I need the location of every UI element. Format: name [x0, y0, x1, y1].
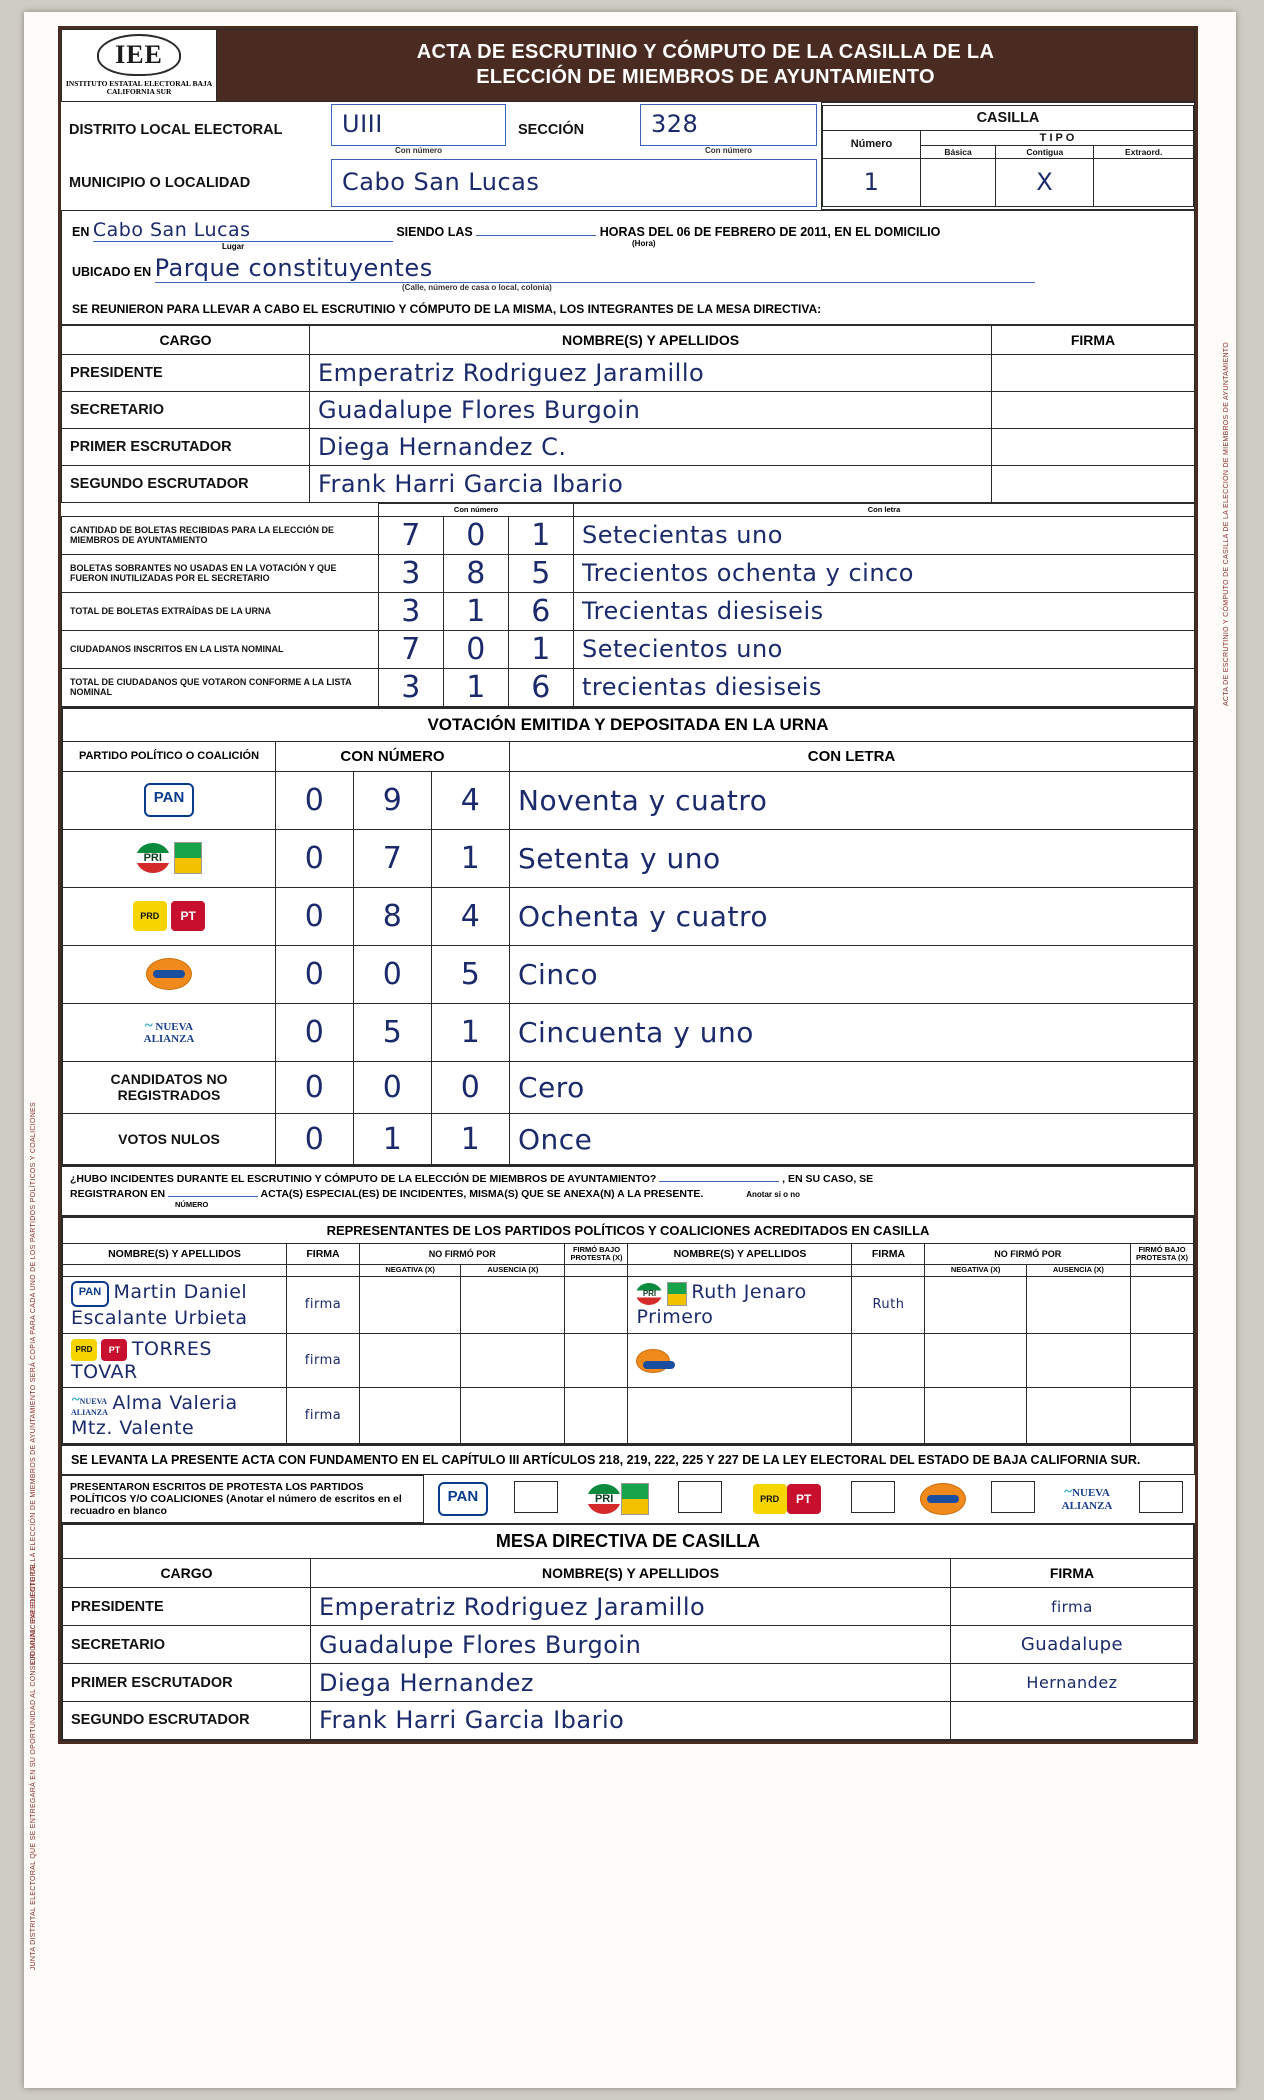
votacion-1-d1[interactable]: 0: [276, 829, 354, 887]
boletas-0-d1[interactable]: 7: [379, 516, 444, 554]
votacion-6-d3[interactable]: 1: [432, 1113, 510, 1165]
document-title-line1: ACTA DE ESCRUTINIO Y CÓMPUTO DE LA CASILLA DE LA: [416, 41, 995, 64]
distrito-label: DISTRITO LOCAL ELECTORAL: [69, 121, 283, 138]
rep-left-negativa-0[interactable]: [360, 1276, 461, 1333]
boletas-0-letra[interactable]: Setecientas uno: [574, 516, 1195, 554]
votacion-0-letra[interactable]: Noventa y cuatro: [510, 771, 1195, 829]
rep-col-nombre-right: NOMBRE(S) Y APELLIDOS: [628, 1244, 852, 1265]
extraord-label: Extraord.: [1094, 145, 1194, 158]
mdt-col-firma: FIRMA: [992, 325, 1195, 354]
representantes-table: [61, 1216, 1195, 1445]
rep-right-protesta-1[interactable]: [1131, 1333, 1195, 1388]
mdb-firma-1[interactable]: Guadalupe: [951, 1626, 1195, 1664]
boletas-3-d1[interactable]: 7: [379, 630, 444, 668]
mesa-directiva-bottom-table: [61, 1523, 1195, 1741]
convergencia-icon: [146, 958, 192, 990]
pri-icon: PRI: [136, 843, 170, 873]
margin-note-left-1: ORIGINAL: EXPEDIENTE DE LA ELECCIÓN DE MIEMBROS DE AYUNTAMIENTO SERÁ COPIA PARA CADA UNO DE LOS PARTIDOS POLÍTICOS Y COALICIONES: [30, 1102, 37, 1665]
protesta-box-nueva-alianza[interactable]: [1139, 1481, 1183, 1513]
hora-note: (Hora): [632, 238, 656, 248]
votacion-3-d1[interactable]: 0: [276, 945, 354, 1003]
mdb-cargo-3: SEGUNDO ESCRUTADOR: [62, 1702, 311, 1740]
rep-col-ausencia-left: AUSENCIA (X): [461, 1265, 565, 1276]
rep-right-row-2[interactable]: [628, 1388, 852, 1444]
domicilio-note: (Calle, número de casa o local, colonia): [402, 282, 552, 292]
pt-icon: PT: [101, 1339, 127, 1361]
rep-left-ausencia-2[interactable]: [461, 1388, 565, 1444]
party-logo-pan: [62, 771, 276, 829]
boletas-2-d2[interactable]: 1: [444, 592, 509, 630]
boletas-3-letra[interactable]: Setecientos uno: [574, 630, 1195, 668]
pt-icon: PT: [787, 1484, 821, 1514]
opening-block: [61, 210, 1195, 325]
rep-left-nombre-2: Alma Valeria Mtz. Valente: [71, 1392, 238, 1440]
margin-note-left-2: JUNTA DISTRITAL ELECTORAL QUE SE ENTREGARÁ EN SU OPORTUNIDAD AL CONSEJO MUNICIPAL ELECTORAL: [30, 1562, 37, 1971]
seccion-label: SECCIÓN: [518, 121, 585, 138]
protesta-box-pri-pvem[interactable]: [678, 1481, 722, 1513]
pan-icon: PAN: [438, 1482, 488, 1516]
rep-right-nombre-0: Ruth Jenaro Primero: [636, 1281, 807, 1328]
mdb-col-cargo: CARGO: [62, 1559, 311, 1588]
mdb-cargo-1: SECRETARIO: [62, 1626, 311, 1664]
nueva-alianza-icon: ~NUEVA ALIANZA: [1061, 1484, 1113, 1513]
mdb-col-nombre: NOMBRE(S) Y APELLIDOS: [311, 1559, 951, 1588]
boletas-4-letra[interactable]: trecientas diesiseis: [574, 668, 1195, 706]
incidentes-numero[interactable]: [168, 1196, 258, 1197]
votacion-3-d2[interactable]: 0: [354, 945, 432, 1003]
prd-icon: PRD: [753, 1484, 787, 1514]
votacion-2-d3[interactable]: 4: [432, 887, 510, 945]
boletas-1-d1[interactable]: 3: [379, 554, 444, 592]
rep-right-protesta-2[interactable]: [1131, 1388, 1195, 1444]
lugar-note: Lugar: [222, 241, 245, 251]
municipio-input[interactable]: [331, 159, 817, 207]
institution-logo: [62, 30, 217, 102]
mdb-firma-0[interactable]: firma: [951, 1588, 1195, 1626]
rep-col-negativa-left: NEGATIVA (X): [360, 1265, 461, 1276]
rep-right-protesta-0[interactable]: [1131, 1276, 1195, 1333]
identification-table: [61, 102, 1195, 210]
rep-col-nofirmo-left: NO FIRMÓ POR: [360, 1244, 565, 1265]
en-label: EN: [72, 224, 90, 239]
protesta-box-prd-pt[interactable]: [851, 1481, 895, 1513]
rep-right-row-0[interactable]: [628, 1276, 852, 1333]
party-logo-convergencia: [62, 945, 276, 1003]
pvem-icon: [667, 1282, 687, 1306]
header-table: [61, 29, 1195, 102]
votacion-2-letra[interactable]: Ochenta y cuatro: [510, 887, 1195, 945]
votacion-6-d2[interactable]: 1: [354, 1113, 432, 1165]
extraord-value[interactable]: [1094, 158, 1194, 206]
rep-left-negativa-2[interactable]: [360, 1388, 461, 1444]
mdt-cargo-2: PRIMER ESCRUTADOR: [62, 428, 310, 465]
rep-col-nofirmo-right: NO FIRMÓ POR: [925, 1244, 1131, 1265]
hora-value[interactable]: [476, 235, 596, 236]
votacion-table: [61, 707, 1195, 1167]
mesa-directiva-top-table: [61, 325, 1195, 503]
rep-left-row-2[interactable]: [62, 1388, 287, 1444]
boletas-2-d3[interactable]: 6: [509, 592, 574, 630]
contigua-value[interactable]: X: [996, 158, 1094, 206]
document-title-line2: ELECCIÓN DE MIEMBROS DE AYUNTAMIENTO: [476, 66, 935, 89]
mdt-col-nombre: NOMBRE(S) Y APELLIDOS: [310, 325, 992, 354]
votacion-label-no-registrados: CANDIDATOS NO REGISTRADOS: [62, 1061, 276, 1113]
votacion-col-numero: CON NÚMERO: [276, 741, 510, 771]
rep-left-firma-1[interactable]: firma: [287, 1333, 360, 1388]
ubicado-value[interactable]: Parque constituyentes: [155, 254, 1035, 283]
mdb-cargo-0: PRESIDENTE: [62, 1588, 311, 1626]
votacion-4-d1[interactable]: 0: [276, 1003, 354, 1061]
reunion-text: SE REUNIERON PARA LLEVAR A CABO EL ESCRUTINIO Y CÓMPUTO DE LA MISMA, LOS INTEGRANTES DE LA MESA DIRECTIVA:: [72, 301, 822, 316]
distrito-value: UIII: [342, 110, 383, 138]
boletas-3-d2[interactable]: 0: [444, 630, 509, 668]
document-title: [217, 30, 1195, 102]
horas-text: HORAS DEL 06 DE FEBRERO DE 2011, EN EL DOMICILIO: [599, 224, 941, 239]
votacion-2-d1[interactable]: 0: [276, 887, 354, 945]
incidentes-tail1: , EN SU CASO, SE: [782, 1173, 874, 1186]
rep-left-ausencia-1[interactable]: [461, 1333, 565, 1388]
rep-left-negativa-1[interactable]: [360, 1333, 461, 1388]
votacion-1-letra[interactable]: Setenta y uno: [510, 829, 1195, 887]
votacion-2-d2[interactable]: 8: [354, 887, 432, 945]
rep-right-firma-2[interactable]: [852, 1388, 925, 1444]
prd-icon: PRD: [133, 901, 167, 931]
rep-col-ausencia-right: AUSENCIA (X): [1026, 1265, 1130, 1276]
ieebcs-logo-icon: IEE: [97, 34, 181, 76]
boletas-0-d3[interactable]: 1: [509, 516, 574, 554]
boletas-label-1: BOLETAS SOBRANTES NO USADAS EN LA VOTACIÓN Y QUE FUERON INUTILIZADAS POR EL SECRETARIO: [62, 554, 379, 592]
representantes-title: REPRESENTANTES DE LOS PARTIDOS POLÍTICOS Y COALICIONES ACREDITADOS EN CASILLA: [62, 1217, 1194, 1244]
nueva-alianza-icon: ~NUEVA ALIANZA: [71, 1391, 108, 1417]
tipo-label: T I P O: [921, 130, 1194, 145]
mdt-cargo-1: SECRETARIO: [62, 391, 310, 428]
boletas-label-0: CANTIDAD DE BOLETAS RECIBIDAS PARA LA ELECCIÓN DE MIEMBROS DE AYUNTAMIENTO: [62, 516, 379, 554]
votacion-5-d1[interactable]: 0: [276, 1061, 354, 1113]
rep-col-negativa-right: NEGATIVA (X): [925, 1265, 1026, 1276]
numero-label: Número: [823, 130, 921, 158]
distrito-note: Con número: [394, 146, 443, 155]
boletas-3-d3[interactable]: 1: [509, 630, 574, 668]
votacion-title: VOTACIÓN EMITIDA Y DEPOSITADA EN LA URNA: [62, 708, 1194, 742]
rep-left-nombre-0: Martin Daniel Escalante Urbieta: [71, 1280, 248, 1329]
rep-right-ausencia-2[interactable]: [1026, 1388, 1130, 1444]
seccion-note: Con número: [704, 146, 753, 155]
rep-right-firma-1[interactable]: [852, 1333, 925, 1388]
municipio-value: Cabo San Lucas: [342, 168, 540, 196]
rep-right-firma-0[interactable]: Ruth: [852, 1276, 925, 1333]
margin-note-right: ACTA DE ESCRUTINIO Y CÓMPUTO DE CASILLA DE LA ELECCIÓN DE MIEMBROS DE AYUNTAMIENTO: [1223, 342, 1230, 707]
rep-left-row-0[interactable]: [62, 1276, 287, 1333]
boletas-4-d2[interactable]: 1: [444, 668, 509, 706]
votacion-5-letra[interactable]: Cero: [510, 1061, 1195, 1113]
boletas-1-letra[interactable]: Trecientos ochenta y cinco: [574, 554, 1195, 592]
rep-col-nombre-left: NOMBRE(S) Y APELLIDOS: [62, 1244, 287, 1265]
party-logo-prd-pt: [62, 887, 276, 945]
party-logo-pri-pvem: [62, 829, 276, 887]
mdb-firma-3[interactable]: [951, 1702, 1195, 1740]
rep-col-firma-right: FIRMA: [852, 1244, 925, 1265]
incidentes-block: [61, 1166, 1195, 1216]
rep-right-row-1[interactable]: [628, 1333, 852, 1388]
mdb-col-firma: FIRMA: [951, 1559, 1195, 1588]
mdb-nombre-2[interactable]: Diega Hernandez: [311, 1664, 951, 1702]
mdt-cargo-3: SEGUNDO ESCRUTADOR: [62, 465, 310, 502]
pan-icon: PAN: [71, 1281, 109, 1307]
basica-label: Básica: [921, 145, 996, 158]
boletas-2-d1[interactable]: 3: [379, 592, 444, 630]
party-logo-nueva-alianza: [62, 1003, 276, 1061]
protesta-box-pan[interactable]: [514, 1481, 558, 1513]
boletas-1-d2[interactable]: 8: [444, 554, 509, 592]
mdt-firma-1[interactable]: [992, 391, 1195, 428]
fundamento-text: SE LEVANTA LA PRESENTE ACTA CON FUNDAMENTO EN EL CAPÍTULO III ARTÍCULOS 218, 219, 222, 225 Y 227 DE LA LEY ELECTORAL DEL ESTADO DE BAJA CALIFORNIA SUR.: [62, 1446, 1195, 1475]
basica-value[interactable]: [921, 158, 996, 206]
votacion-3-d3[interactable]: 5: [432, 945, 510, 1003]
rep-right-ausencia-1[interactable]: [1026, 1333, 1130, 1388]
rep-left-nombre-1: TORRES TOVAR: [71, 1337, 212, 1384]
ubicado-label: UBICADO EN: [72, 264, 152, 279]
votacion-5-d3[interactable]: 0: [432, 1061, 510, 1113]
mdt-cargo-0: PRESIDENTE: [62, 354, 310, 391]
mdb-cargo-2: PRIMER ESCRUTADOR: [62, 1664, 311, 1702]
boletas-2-letra[interactable]: Trecientas diesiseis: [574, 592, 1195, 630]
seccion-value: 328: [651, 110, 699, 138]
boletas-label-2: TOTAL DE BOLETAS EXTRAÍDAS DE LA URNA: [62, 592, 379, 630]
rep-left-firma-2[interactable]: firma: [287, 1388, 360, 1444]
numero-value[interactable]: 1: [823, 158, 921, 206]
votacion-6-letra[interactable]: Once: [510, 1113, 1195, 1165]
incidentes-answer[interactable]: [659, 1181, 779, 1182]
boletas-0-d2[interactable]: 0: [444, 516, 509, 554]
votacion-4-letra[interactable]: Cincuenta y uno: [510, 1003, 1195, 1061]
rep-col-protesta-left: FIRMÓ BAJO PROTESTA (X): [565, 1244, 628, 1265]
rep-left-protesta-2[interactable]: [565, 1388, 628, 1444]
distrito-input[interactable]: [331, 104, 506, 146]
boletas-1-d3[interactable]: 5: [509, 554, 574, 592]
protesta-text: PRESENTARON ESCRITOS DE PROTESTA LOS PARTIDOS POLÍTICOS Y/O COALICIONES (Anotar el número de escritos en el recuadro en blanco: [62, 1476, 424, 1523]
votacion-0-d1[interactable]: 0: [276, 771, 354, 829]
mdb-firma-2[interactable]: Hernandez: [951, 1664, 1195, 1702]
rep-left-firma-0[interactable]: firma: [287, 1276, 360, 1333]
rep-left-ausencia-0[interactable]: [461, 1276, 565, 1333]
mdt-nombre-0[interactable]: Emperatriz Rodriguez Jaramillo: [310, 354, 992, 391]
protesta-block: [61, 1475, 1195, 1523]
incidentes-tail3: ACTA(S) ESPECIAL(ES) DE INCIDENTES, MISMA(S) QUE SE ANEXA(N) A LA PRESENTE.: [260, 1188, 704, 1201]
mdb-nombre-3[interactable]: Frank Harri Garcia Ibario: [311, 1702, 951, 1740]
boletas-table: [61, 503, 1195, 707]
rep-left-row-1[interactable]: [62, 1333, 287, 1388]
contigua-label: Contigua: [996, 145, 1094, 158]
pri-icon: PRI: [636, 1283, 662, 1305]
votacion-3-letra[interactable]: Cinco: [510, 945, 1195, 1003]
pt-icon: PT: [171, 901, 205, 931]
prd-icon: PRD: [71, 1339, 97, 1361]
votacion-5-d2[interactable]: 0: [354, 1061, 432, 1113]
boletas-4-d3[interactable]: 6: [509, 668, 574, 706]
votacion-6-d1[interactable]: 0: [276, 1113, 354, 1165]
rep-col-firma-left: FIRMA: [287, 1244, 360, 1265]
acta-form: [58, 26, 1198, 1744]
votacion-label-nulos: VOTOS NULOS: [62, 1113, 276, 1165]
mdt-nombre-2[interactable]: Diega Hernandez C.: [310, 428, 992, 465]
rep-left-protesta-1[interactable]: [565, 1333, 628, 1388]
incidentes-answer-note: Anotar si o no: [746, 1190, 801, 1200]
votacion-4-d3[interactable]: 1: [432, 1003, 510, 1061]
boletas-con-numero-label: Con número: [379, 503, 574, 516]
mdt-nombre-3[interactable]: Frank Harri Garcia Ibario: [310, 465, 992, 502]
boletas-label-4: TOTAL DE CIUDADANOS QUE VOTARON CONFORME A LA LISTA NOMINAL: [62, 668, 379, 706]
votacion-1-d2[interactable]: 7: [354, 829, 432, 887]
pvem-icon: [621, 1483, 649, 1515]
rep-right-ausencia-0[interactable]: [1026, 1276, 1130, 1333]
nueva-alianza-icon: ~ NUEVA ALIANZA: [143, 1017, 195, 1046]
municipio-label: MUNICIPIO O LOCALIDAD: [69, 175, 251, 191]
votacion-col-partido: PARTIDO POLÍTICO O COALICIÓN: [62, 741, 276, 771]
incidentes-question: ¿HUBO INCIDENTES DURANTE EL ESCRUTINIO Y CÓMPUTO DE LA ELECCIÓN DE MIEMBROS DE AYUNTAMIENTO?: [70, 1173, 657, 1186]
rep-right-negativa-2[interactable]: [925, 1388, 1026, 1444]
boletas-label-3: CIUDADANOS INSCRITOS EN LA LISTA NOMINAL: [62, 630, 379, 668]
mdt-firma-3[interactable]: [992, 465, 1195, 502]
seccion-input[interactable]: [640, 104, 817, 146]
protesta-box-convergencia[interactable]: [991, 1481, 1035, 1513]
casilla-label: CASILLA: [823, 105, 1194, 130]
votacion-col-letra: CON LETRA: [510, 741, 1195, 771]
mdt-nombre-1[interactable]: Guadalupe Flores Burgoin: [310, 391, 992, 428]
en-value[interactable]: Cabo San Lucas: [93, 219, 393, 242]
convergencia-icon: [920, 1483, 966, 1515]
mdb-nombre-1[interactable]: Guadalupe Flores Burgoin: [311, 1626, 951, 1664]
rep-right-negativa-1[interactable]: [925, 1333, 1026, 1388]
votacion-4-d2[interactable]: 5: [354, 1003, 432, 1061]
boletas-4-d1[interactable]: 3: [379, 668, 444, 706]
votacion-0-d3[interactable]: 4: [432, 771, 510, 829]
incidentes-tail2: REGISTRARON EN: [70, 1188, 166, 1201]
rep-left-protesta-0[interactable]: [565, 1276, 628, 1333]
mdt-firma-0[interactable]: [992, 354, 1195, 391]
votacion-0-d2[interactable]: 9: [354, 771, 432, 829]
pvem-icon: [174, 842, 202, 874]
votacion-1-d3[interactable]: 1: [432, 829, 510, 887]
mdb-nombre-0[interactable]: Emperatriz Rodriguez Jaramillo: [311, 1588, 951, 1626]
pri-icon: PRI: [587, 1484, 621, 1514]
rep-col-protesta-right: FIRMÓ BAJO PROTESTA (X): [1131, 1244, 1195, 1265]
paper-sheet: [24, 12, 1236, 2088]
mdb-title: MESA DIRECTIVA DE CASILLA: [62, 1524, 1194, 1559]
incidentes-numero-note: NÚMERO: [175, 1200, 209, 1210]
mdt-col-cargo: CARGO: [62, 325, 310, 354]
rep-right-negativa-0[interactable]: [925, 1276, 1026, 1333]
pan-icon: PAN: [144, 783, 194, 817]
convergencia-icon: [636, 1349, 670, 1373]
fundamento-block: [61, 1445, 1195, 1475]
institution-name: INSTITUTO ESTATAL ELECTORAL BAJA CALIFORNIA SUR: [65, 79, 213, 97]
mdt-firma-2[interactable]: [992, 428, 1195, 465]
siendo-label: SIENDO LAS: [396, 224, 473, 239]
boletas-con-letra-label: Con letra: [574, 503, 1195, 516]
